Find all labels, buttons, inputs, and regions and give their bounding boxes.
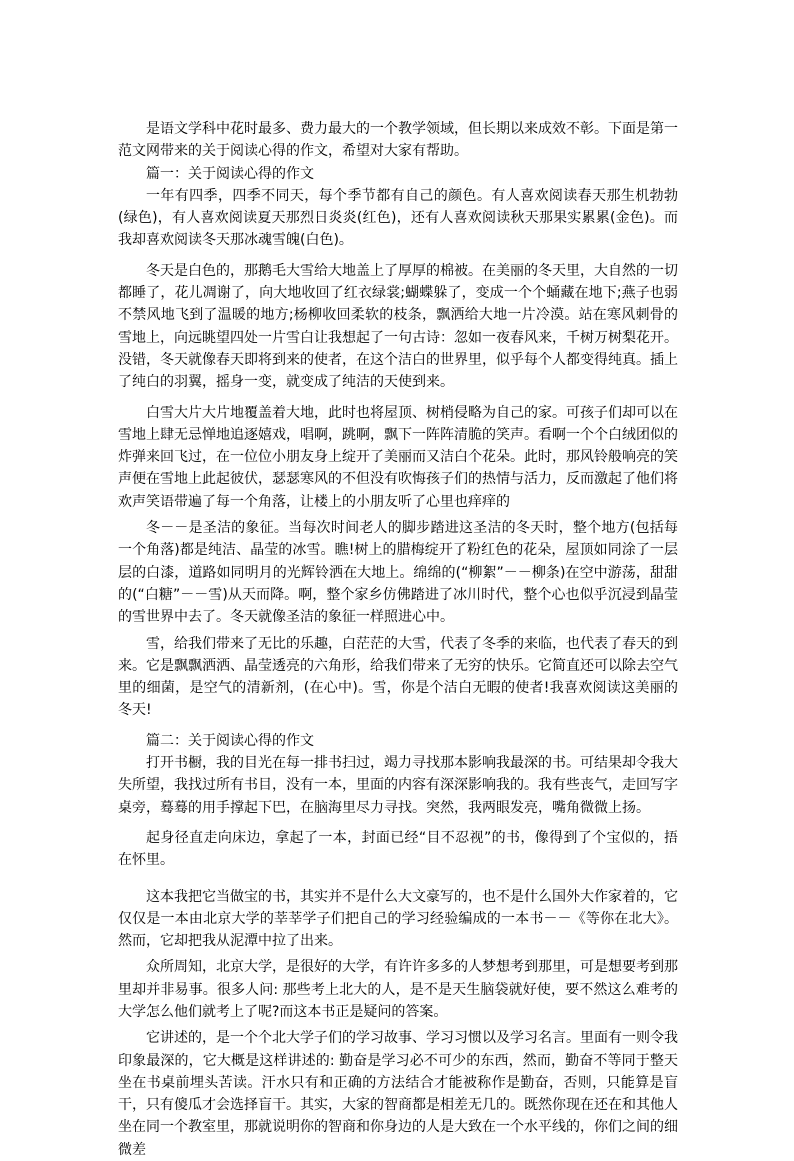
- body-paragraph: 一年有四季，四季不同天，每个季节都有自己的颜色。有人喜欢阅读春天那生机勃勃(绿色)，有人喜欢阅读夏天那烈日炎炎(红色)，还有人喜欢阅读秋天那果实累累(金色)。而我却喜欢阅读冬天那冰魂雪魄(白色)。: [118, 187, 678, 249]
- body-paragraph: 白雪大片大片地覆盖着大地，此时也将屋顶、树梢侵略为自己的家。可孩子们却可以在雪地上肆无忌惮地追逐嬉戏，唱啊，跳啊，飘下一阵阵清脆的笑声。看啊一个个白绒团似的炸弹来回飞过，在一位位小朋友身上绽开了美丽而又洁白个花朵。此时，那风铃般响亮的笑声便在雪地上此起彼伏，瑟瑟寒风的不但没有吹悔孩子们的热情与活力，反而激起了他们将欢声笑语带遍了每一个角落，让楼上的小朋友听了心里也痒痒的: [118, 404, 678, 510]
- body-paragraph: 打开书橱，我的目光在每一排书扫过，竭力寻找那本影响我最深的书。可结果却令我大失所望，我找过所有书目，没有一本，里面的内容有深深影响我的。我有些丧气，走回写字桌旁，蓦蓦的用手撑起下巴，在脑海里尽力寻找。突然，我两眼发亮，嘴角微微上扬。: [118, 755, 678, 816]
- body-paragraph: 冬－－是圣洁的象征。当每次时间老人的脚步踏进这圣洁的冬天时，整个地方(包括每一个角落)都是纯洁、晶莹的冰雪。瞧!树上的腊梅绽开了粉红色的花朵，屋顶如同涂了一层层的白漆，道路如同明月的光辉铃洒在大地上。绵绵的(“柳絮”－－柳条)在空中游荡，甜甜的(“白糖”－－雪)从天而降。啊，整个家乡仿佛踏进了冰川时代，整个心也似乎沉浸到晶莹的雪世界中去了。冬天就像圣洁的象征一样照进心中。: [118, 520, 678, 626]
- body-paragraph: 起身径直走向床边，拿起了一本，封面已经“目不忍视”的书，像得到了个宝似的，捂在怀里。: [118, 829, 678, 869]
- document-body: [118, 118, 678, 1161]
- body-paragraph: 雪，给我们带来了无比的乐趣，白茫茫的大雪，代表了冬季的来临，也代表了春天的到来。它是飘飘洒洒、晶莹透亮的六角形，给我们带来了无穷的快乐。它简直还可以除去空气里的细菌，是空气的清新剂，(在心中)。雪，你是个洁白无暇的使者!我喜欢阅读这美丽的冬天!: [118, 635, 678, 719]
- section-heading-one: 篇一：关于阅读心得的作文: [146, 165, 314, 182]
- body-paragraph: 它讲述的，是一个个北大学子们的学习故事、学习习惯以及学习名言。里面有一则令我印象最深的，它大概是这样讲述的: 勤奋是学习必不可少的东西，然而，勤奋不等同于整天坐在书桌前埋头苦读。汗水只有和正确的方法结合才能被称作是勤奋，否则，只能算是盲干，只有傻瓜才会选择盲干。其实，大家的智商都是相差无几的。既然你现在还在和其他人坐在同一个教室里，那就说明你的智商和你身边的人是大致在一个水平线的，你们之间的细微差: [118, 1030, 678, 1158]
- section-heading-two: 篇二：关于阅读心得的作文: [146, 732, 314, 749]
- body-paragraph: 众所周知，北京大学，是很好的大学，有许许多多的人梦想考到那里，可是想要考到那里却并非易事。很多人问: 那些考上北大的人，是不是天生脑袋就好使，要不然这么难考的大学怎么他们就考上了呢?而这本书正是疑问的答案。: [118, 959, 678, 1020]
- body-paragraph: 这本我把它当做宝的书，其实并不是什么大文豪写的，也不是什么国外大作家着的，它仅仅是一本由北京大学的莘莘学子们把自己的学习经验编成的一本书－－《等你在北大》。然而，它却把我从泥潭中拉了出来。: [118, 888, 678, 950]
- body-paragraph: 冬天是白色的，那鹅毛大雪给大地盖上了厚厚的棉被。在美丽的冬天里，大自然的一切都睡了，花儿凋谢了，向大地收回了红衣绿裳;蝴蝶躲了，变成一个个蛹藏在地下;燕子也弱不禁风地飞到了温暖的地方;杨柳收回柔软的枝条，飘洒给大地一片冷漠。站在寒风刺骨的雪地上，向远眺望四处一片雪白让我想起了一句古诗：忽如一夜春风来，千树万树梨花开。没错，冬天就像春天即将到来的使者，在这个洁白的世界里，似乎每个人都变得纯真。插上了纯白的羽翼，摇身一变，就变成了纯洁的天使到来。: [118, 262, 678, 391]
- intro-paragraph: 是语文学科中花时最多、费力最大的一个教学领域，但长期以来成效不彰。下面是第一范文网带来的关于阅读心得的作文，希望对大家有帮助。: [118, 121, 678, 160]
